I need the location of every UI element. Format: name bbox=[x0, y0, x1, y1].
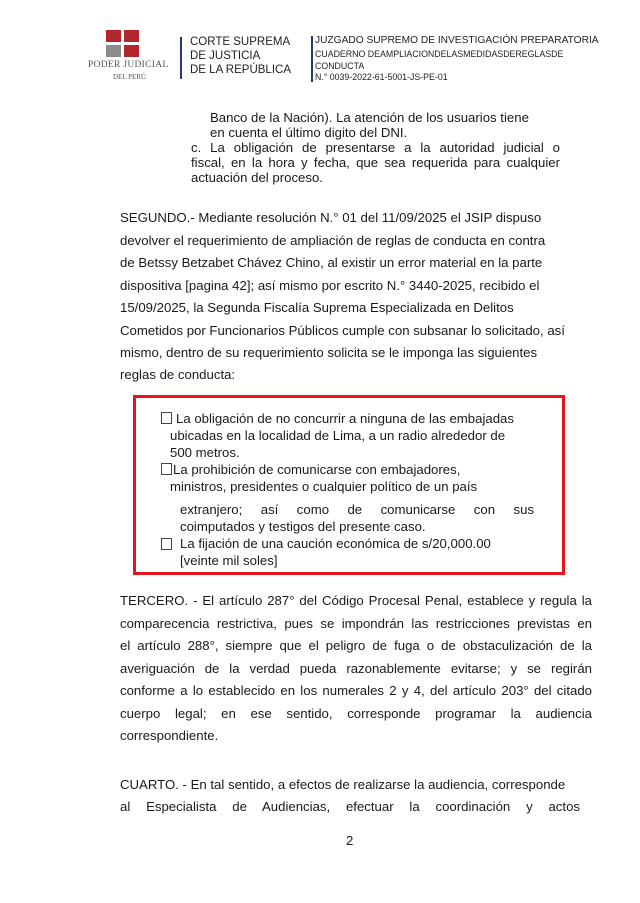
court-line: DE LA REPÚBLICA bbox=[190, 64, 291, 76]
text-line: [veinte mil soles] bbox=[180, 553, 278, 568]
text-line: devolver el requerimiento de ampliación de reglas de conducta en contra bbox=[120, 233, 546, 248]
text-line: 15/09/2025, la Segunda Fiscalía Suprema Especializada en Delitos bbox=[120, 300, 514, 315]
text-line: en cuenta el último digito del DNI. bbox=[210, 125, 408, 140]
text-line: actuación del proceso. bbox=[191, 170, 323, 185]
text-line: conforme a lo establecido en los numerales 2 y 4, del artículo 203° del citado bbox=[120, 683, 592, 698]
text-line: comparecencia restrictiva, pues se impondrán las restricciones previstas en bbox=[120, 616, 592, 631]
rule-item: La prohibición de comunicarse con embajadores, bbox=[173, 462, 461, 477]
text-line: ubicadas en la localidad de Lima, a un radio alrededor de bbox=[170, 428, 506, 443]
text-line: el artículo 288°, siempre que el peligro de fuga o de obstaculización de la bbox=[120, 638, 592, 653]
text-line: al Especialista de Audiencias, efectuar la coordinación y actos bbox=[120, 799, 580, 814]
text-line: reglas de conducta: bbox=[120, 367, 236, 382]
court-line: CORTE SUPREMA bbox=[190, 36, 291, 48]
page-number: 2 bbox=[346, 833, 354, 848]
text-line: de Betssy Betzabet Chávez Chino, al existir un error material en la parte bbox=[120, 255, 543, 270]
text-line: TERCERO. - El artículo 287° del Código Procesal Penal, establece y regula la bbox=[120, 593, 592, 608]
text-line: dispositiva [pagina 42]; así mismo por escrito N.° 3440-2025, recibido el bbox=[120, 278, 540, 293]
rule-item: La fijación de una caución económica de s/20,000.00 bbox=[180, 536, 491, 551]
text-line: cuerpo legal; en ese sentido, corresponde programar la audiencia bbox=[120, 706, 592, 721]
text-line: ministros, presidentes o cualquier político de un país bbox=[170, 479, 478, 494]
text-line: coimputados y testigos del presente caso. bbox=[180, 519, 426, 534]
text-line: Banco de la Nación). La atención de los usuarios tiene bbox=[210, 110, 529, 125]
text-line: Cometidos por Funcionarios Públicos cumple con subsanar lo solicitado, así bbox=[120, 323, 565, 338]
bullet-box-icon bbox=[161, 538, 172, 550]
text-line: correspondiente. bbox=[120, 728, 219, 743]
bullet-box-icon bbox=[161, 412, 172, 424]
text-line: extranjero; así como de comunicarse con sus bbox=[180, 502, 534, 517]
rule-item: La obligación de no concurrir a ninguna de las embajadas bbox=[176, 411, 514, 426]
text-line: SEGUNDO.- Mediante resolución N.° 01 del 11/09/2025 el JSIP dispuso bbox=[120, 210, 542, 225]
text-line: mismo, dentro de su requerimiento solicita se le imponga las siguientes bbox=[120, 345, 538, 360]
text-line: c. La obligación de presentarse a la autoridad judicial o bbox=[191, 140, 560, 155]
case-number: N.° 0039-2022-61-5001-JS-PE-01 bbox=[315, 72, 448, 82]
case-info bbox=[315, 49, 563, 84]
court-title: JUZGADO SUPREMO DE INVESTIGACIÓN PREPARATORIA bbox=[315, 35, 599, 46]
text-line: 500 metros. bbox=[170, 445, 240, 460]
court-line: DE JUSTICIA bbox=[190, 50, 261, 62]
logo-text: PODER JUDICIAL bbox=[88, 60, 169, 70]
text-line: fiscal, en la hora y fecha, que sea requerida para cualquier bbox=[191, 155, 560, 170]
case-line: CUADERNO DEAMPLIACIONDELASMEDIDASDEREGLASDE bbox=[315, 49, 564, 59]
bullet-box-icon bbox=[161, 463, 172, 475]
court-name bbox=[190, 35, 291, 77]
header-divider bbox=[311, 36, 313, 82]
header-divider bbox=[180, 37, 182, 79]
logo-subtext: DEL PERÚ bbox=[113, 73, 146, 81]
text-line: CUARTO. - En tal sentido, a efectos de realizarse la audiencia, corresponde bbox=[120, 777, 566, 792]
case-line: CONDUCTA bbox=[315, 60, 365, 71]
text-line: averiguación de la verdad pueda razonablemente evitarse; y se regirán bbox=[120, 661, 592, 676]
